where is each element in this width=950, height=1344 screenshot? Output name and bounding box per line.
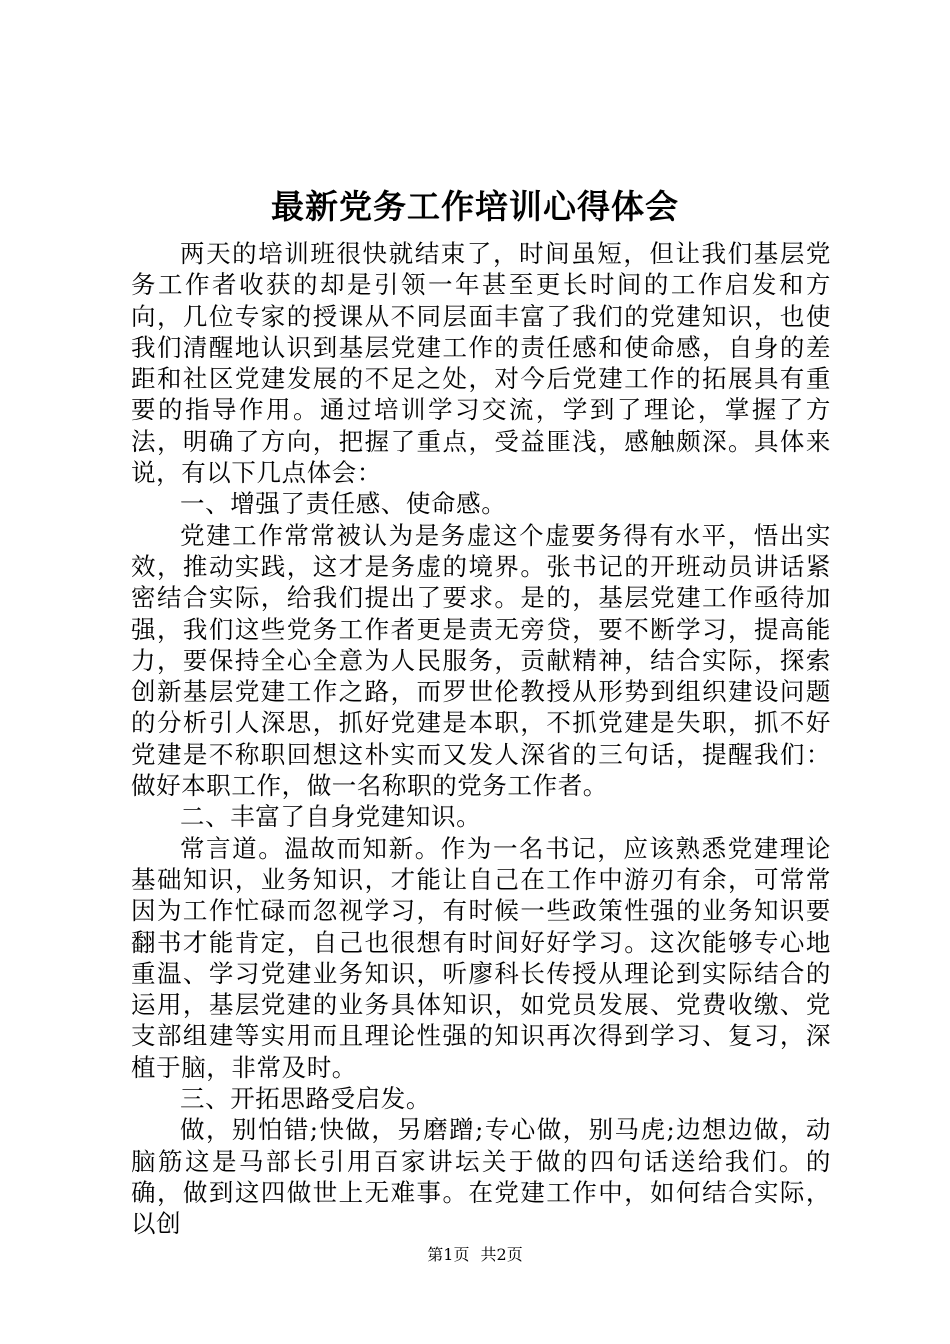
section-heading-2: 二、丰富了自身党建知识。 (180, 802, 482, 832)
section-heading-3: 三、开拓思路受启发。 (180, 1084, 431, 1114)
section-heading-1: 一、增强了责任感、使命感。 (180, 489, 507, 519)
paragraph-section-2: 常言道。温故而知新。作为一名书记，应该熟悉党建理论基础知识，业务知识，才能让自己在工作中游刃有余，可常常因为工作忙碌而忽视学习，有时候一些政策性强的业务知识要翻书才能肯定，自己也很想有时间好好学习。这次能够专心地重温、学习党建业务知识，听廖科长传授从理论到实际结合的运用，基层党建的业务具体知识，如党员发展、党费收缴、党支部组建等实用而且理论性强的知识再次得到学习、复习，深植于脑，非常及时。 (131, 833, 831, 1082)
paragraph-intro: 两天的培训班很快就结束了，时间虽短，但让我们基层党务工作者收获的却是引领一年甚至更长时间的工作启发和方向，几位专家的授课从不同层面丰富了我们的党建知识，也使我们清醒地认识到基层党建工作的责任感和使命感，自身的差距和社区党建发展的不足之处，对今后党建工作的拓展具有重要的指导作用。通过培训学习交流，学到了理论，掌握了方法，明确了方向，把握了重点，受益匪浅，感触颇深。具体来说，有以下几点体会： (131, 239, 831, 488)
page-number: 第1页 (427, 1245, 470, 1264)
document-title: 最新党务工作培训心得体会 (271, 187, 679, 226)
paragraph-section-3: 做，别怕错;快做，另磨蹭;专心做，别马虎;边想边做，动脑筋这是马部长引用百家讲坛关于做的四句话送给我们。的确，做到这四做世上无难事。在党建工作中，如何结合实际，以创 (131, 1115, 831, 1239)
page-footer (0, 1244, 950, 1266)
paragraph-section-1: 党建工作常常被认为是务虚这个虚要务得有水平，悟出实效，推动实践，这才是务虚的境界。张书记的开班动员讲话紧密结合实际，给我们提出了要求。是的，基层党建工作亟待加强，我们这些党务工作者更是责无旁贷，要不断学习，提高能力，要保持全心全意为人民服务，贡献精神，结合实际，探索创新基层党建工作之路，而罗世伦教授从形势到组织建设问题的分析引人深思，抓好党建是本职，不抓党建是失职，抓不好党建是不称职回想这朴实而又发人深省的三句话，提醒我们：做好本职工作，做一名称职的党务工作者。 (131, 520, 831, 801)
page-total: 共2页 (480, 1245, 523, 1264)
document-body (131, 238, 831, 1240)
